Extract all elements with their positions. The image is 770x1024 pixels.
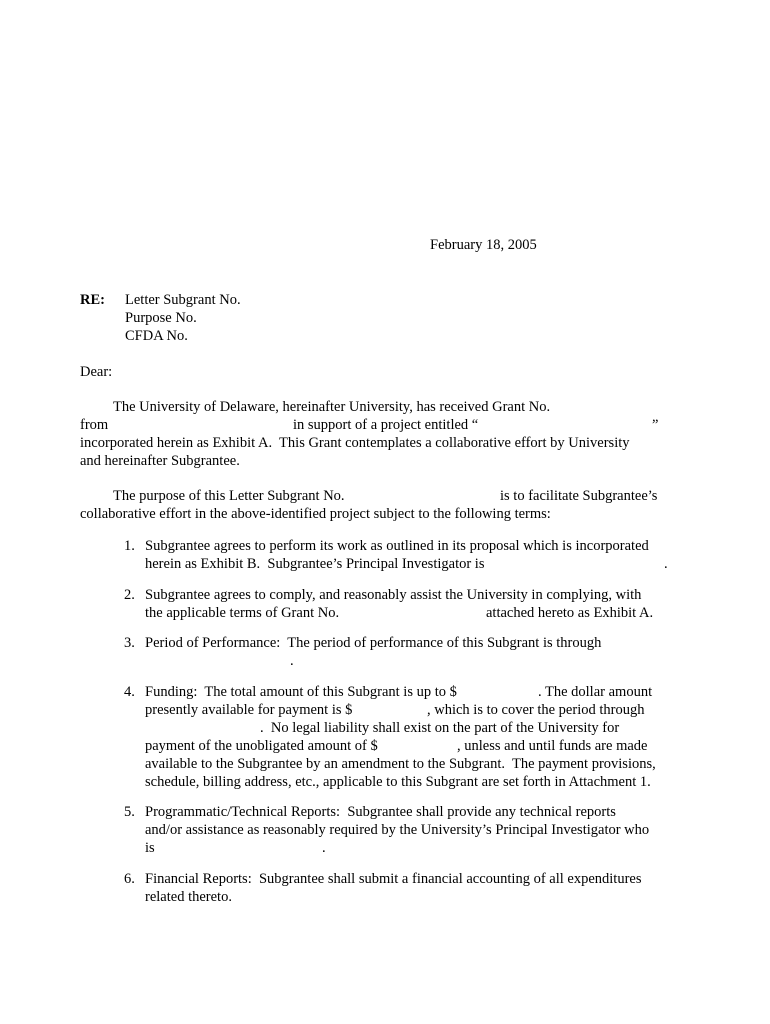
- item6-line2: related thereto.: [145, 889, 232, 905]
- item6-number: 6.: [124, 871, 135, 887]
- item4-line2a: presently available for payment is $: [145, 702, 353, 718]
- item4-line4b: , unless and until funds are made: [457, 738, 648, 754]
- letter-date: February 18, 2005: [430, 237, 537, 253]
- item4-line4a: payment of the unobligated amount of $: [145, 738, 378, 754]
- item1-period: .: [664, 556, 668, 572]
- para2-line1b: is to facilitate Subgrantee’s: [500, 488, 658, 504]
- item4-line1b: . The dollar amount: [538, 684, 653, 700]
- para1-line1: The University of Delaware, hereinafter University, has received Grant No.: [113, 399, 551, 415]
- item4-line2b: , which is to cover the period through: [427, 702, 645, 718]
- re-subgrant-no: Letter Subgrant No.: [125, 292, 241, 308]
- item1-line1: Subgrantee agrees to perform its work as outlined in its proposal which is incorporated: [145, 538, 649, 554]
- re-label: RE:: [80, 292, 105, 308]
- re-cfda-no: CFDA No.: [125, 328, 188, 344]
- item5-line3a: is: [145, 840, 155, 856]
- para1-from: from: [80, 417, 109, 433]
- item1-number: 1.: [124, 538, 135, 554]
- item5-number: 5.: [124, 804, 135, 820]
- para1-line4: and hereinafter Subgrantee.: [80, 453, 240, 469]
- item5-line2: and/or assistance as reasonably required by the University’s Principal Investigator who: [145, 822, 650, 838]
- item6-line1: Financial Reports: Subgrantee shall submit a financial accounting of all expenditures: [145, 871, 642, 887]
- item2-line2a: the applicable terms of Grant No.: [145, 605, 340, 621]
- item4-line3: . No legal liability shall exist on the part of the University for: [260, 720, 620, 736]
- item4-number: 4.: [124, 684, 135, 700]
- item2-number: 2.: [124, 587, 135, 603]
- para1-close-quote: ”: [652, 417, 659, 433]
- item2-line1: Subgrantee agrees to comply, and reasonably assist the University in complying, with: [145, 587, 642, 603]
- item4-line1a: Funding: The total amount of this Subgrant is up to $: [145, 684, 457, 700]
- salutation: Dear:: [80, 364, 113, 380]
- para1-project-entitled: in support of a project entitled “: [293, 417, 479, 433]
- item3-line1: Period of Performance: The period of performance of this Subgrant is through: [145, 635, 602, 651]
- para1-line3: incorporated herein as Exhibit A. This Grant contemplates a collaborative effort by University: [80, 435, 630, 451]
- item3-number: 3.: [124, 635, 135, 651]
- item3-period: .: [290, 653, 294, 669]
- item4-line6: schedule, billing address, etc., applicable to this Subgrant are set forth in Attachment 1.: [145, 774, 651, 790]
- item4-line5: available to the Subgrantee by an amendment to the Subgrant. The payment provisions,: [145, 756, 656, 772]
- para2-line1a: The purpose of this Letter Subgrant No.: [113, 488, 345, 504]
- item2-line2b: attached hereto as Exhibit A.: [486, 605, 654, 621]
- item5-line1: Programmatic/Technical Reports: Subgrantee shall provide any technical reports: [145, 804, 616, 820]
- item1-line2: herein as Exhibit B. Subgrantee’s Principal Investigator is: [145, 556, 485, 572]
- para2-line2: collaborative effort in the above-identified project subject to the following terms:: [80, 506, 551, 522]
- item5-line3b: .: [322, 840, 326, 856]
- re-purpose-no: Purpose No.: [125, 310, 197, 326]
